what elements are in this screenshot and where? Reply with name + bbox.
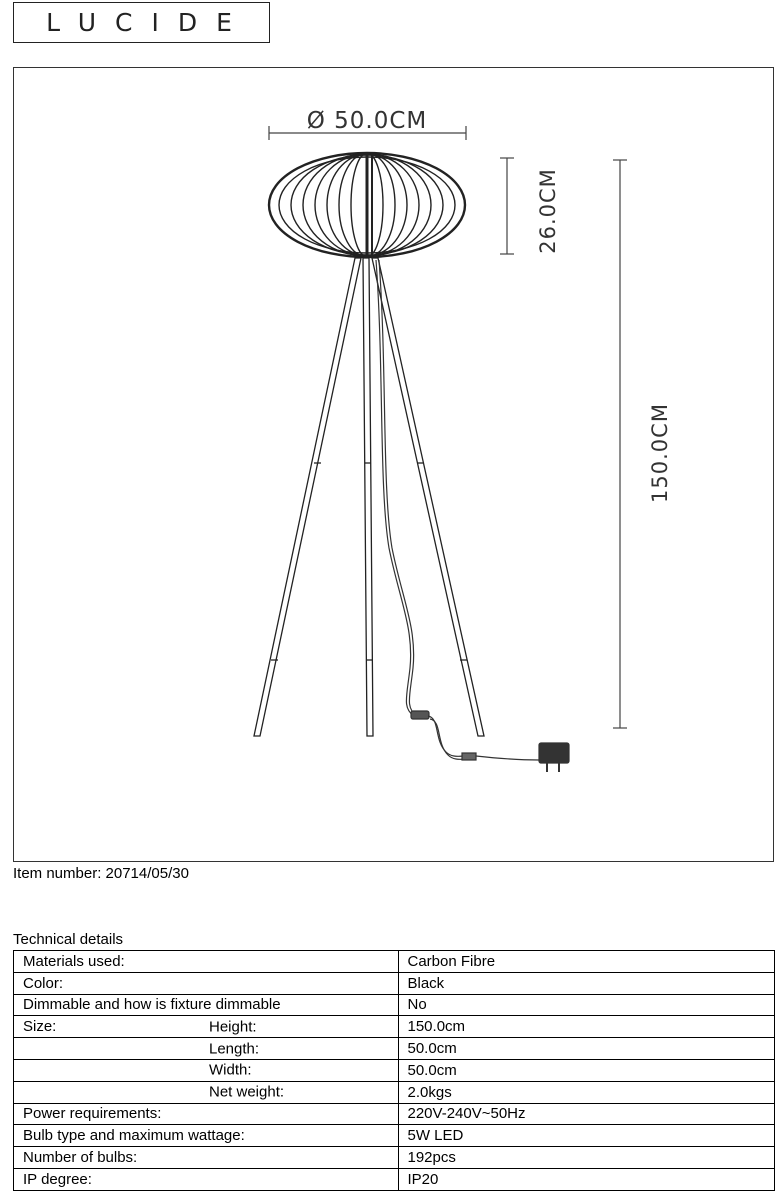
- spec-label-cell: [14, 994, 399, 1016]
- spec-label-cell: [14, 951, 399, 973]
- spec-label-cell: [14, 1038, 399, 1060]
- spec-value: 220V-240V~50Hz: [398, 1103, 775, 1125]
- floor-lamp-drawing: [14, 68, 775, 863]
- spec-row: [14, 1147, 775, 1169]
- spec-value: Black: [398, 972, 775, 994]
- spec-label: Color:: [23, 974, 64, 992]
- spec-value: 2.0kgs: [398, 1081, 775, 1103]
- tripod-legs: [254, 258, 484, 736]
- spec-sub-label: Width:: [209, 1061, 252, 1079]
- spec-row: [14, 1016, 775, 1038]
- spec-label: Size:: [23, 1018, 57, 1036]
- spec-sub-label: Net weight:: [209, 1083, 285, 1101]
- spec-label: Bulb type and maximum wattage:: [23, 1127, 245, 1145]
- spec-value: No: [398, 994, 775, 1016]
- spec-row: [14, 1081, 775, 1103]
- spec-label-cell: [14, 1016, 399, 1038]
- spec-label-cell: [14, 1081, 399, 1103]
- spec-label: Dimmable and how is fixture dimmable: [23, 996, 281, 1014]
- spec-value: 50.0cm: [398, 1059, 775, 1081]
- spec-row: [14, 1168, 775, 1190]
- spec-value: Carbon Fibre: [398, 951, 775, 973]
- lamp-shade: [269, 153, 465, 257]
- total-height-label: 150.0CM: [648, 403, 672, 503]
- spec-sub-label: Height:: [209, 1018, 257, 1036]
- spec-row: [14, 972, 775, 994]
- product-drawing-frame: [13, 67, 774, 862]
- spec-label-cell: [14, 1103, 399, 1125]
- technical-details-table: [13, 950, 775, 1191]
- spec-sub-label: Length:: [209, 1040, 260, 1058]
- spec-value: 192pcs: [398, 1147, 775, 1169]
- spec-label-cell: [14, 972, 399, 994]
- spec-label: Number of bulbs:: [23, 1149, 138, 1167]
- spec-label-cell: [14, 1147, 399, 1169]
- spec-value: 5W LED: [398, 1125, 775, 1147]
- spec-label-cell: [14, 1168, 399, 1190]
- power-cord: [376, 260, 569, 772]
- technical-details-title: Technical details: [13, 931, 124, 948]
- spec-row: [14, 951, 775, 973]
- item-number: Item number: 20714/05/30: [13, 865, 189, 882]
- brand-logo: [13, 2, 270, 43]
- spec-label-cell: [14, 1059, 399, 1081]
- spec-row: [14, 1059, 775, 1081]
- spec-row: [14, 1125, 775, 1147]
- spec-label: Power requirements:: [23, 1105, 162, 1123]
- spec-label-cell: [14, 1125, 399, 1147]
- total-height-dimension: [613, 160, 627, 728]
- spec-value: IP20: [398, 1168, 775, 1190]
- spec-label: Materials used:: [23, 952, 125, 970]
- spec-row: [14, 1038, 775, 1060]
- spec-row: [14, 994, 775, 1016]
- logo-text: LUCIDE: [46, 8, 251, 37]
- shade-height-label: 26.0CM: [536, 168, 560, 254]
- spec-row: [14, 1103, 775, 1125]
- spec-value: 50.0cm: [398, 1038, 775, 1060]
- shade-height-dimension: [500, 158, 514, 254]
- spec-value: 150.0cm: [398, 1016, 775, 1038]
- spec-label: IP degree:: [23, 1170, 92, 1188]
- diameter-label: Ø 50.0CM: [306, 108, 428, 134]
